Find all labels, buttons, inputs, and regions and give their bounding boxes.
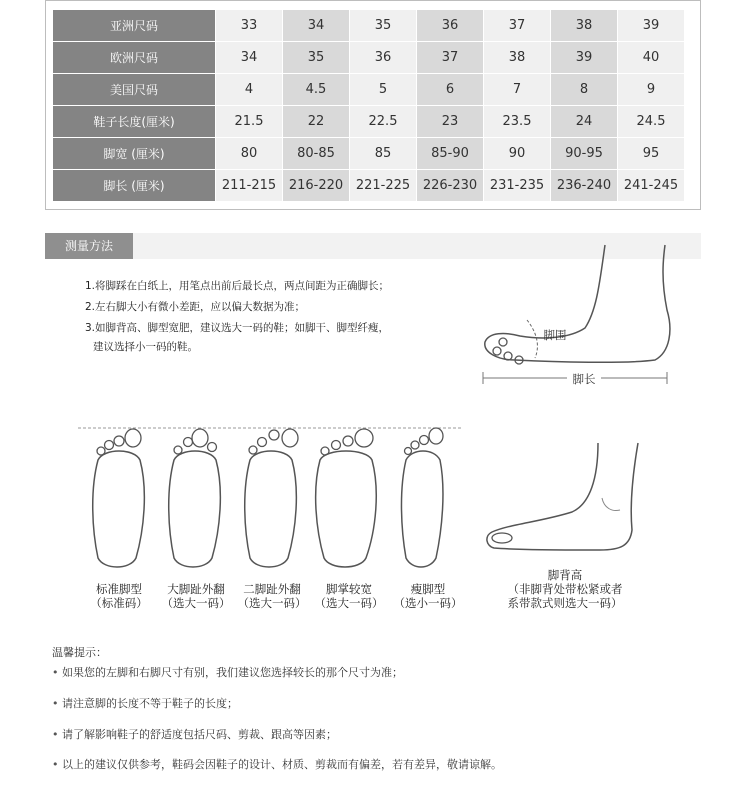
instruction-3-cont: 建议选择小一码的鞋。 [93, 341, 198, 353]
foot-type-name: 标准脚型 [96, 582, 142, 596]
size-cell: 85-90 [417, 138, 484, 170]
foot-second-toe-icon [245, 429, 298, 567]
size-cell: 8 [551, 74, 618, 106]
size-cell: 241-245 [618, 170, 685, 202]
size-cell: 37 [417, 42, 484, 74]
size-cell: 90-95 [551, 138, 618, 170]
foot-type-narrow [392, 582, 464, 610]
foot-type-note: （选大一码） [314, 596, 384, 610]
instruction-3: 3.如脚背高、脚型宽肥，建议选大一码的鞋；如脚干、脚型纤瘦， [85, 322, 390, 334]
foot-types-illustration [78, 420, 463, 580]
size-cell: 35 [350, 10, 417, 42]
size-cell: 4 [216, 74, 283, 106]
size-cell: 22 [283, 106, 350, 138]
tip-item: • 以上的建议仅供参考，鞋码会因鞋子的设计、材质、剪裁而有偏差，若有差异，敬请谅解。 [52, 758, 502, 771]
size-cell: 5 [350, 74, 417, 106]
high-instep-note-2: 系带款式则选大一码） [507, 596, 623, 610]
size-cell: 34 [216, 42, 283, 74]
foot-type-name: 脚掌较宽 [326, 582, 372, 596]
size-cell: 226-230 [417, 170, 484, 202]
tip-item: • 请了解影响鞋子的舒适度包括尺码、剪裁、跟高等因素； [52, 728, 337, 741]
girth-label: 脚围 [543, 328, 567, 342]
size-cell: 24.5 [618, 106, 685, 138]
size-cell: 40 [618, 42, 685, 74]
foot-type-name: 二脚趾外翻 [243, 582, 301, 596]
size-cell: 211-215 [216, 170, 283, 202]
size-cell: 21.5 [216, 106, 283, 138]
foot-type-standard [88, 582, 150, 610]
size-cell: 34 [283, 10, 350, 42]
size-row-label: 鞋子长度(厘米) [53, 106, 216, 138]
foot-bunion-icon [169, 429, 221, 567]
high-instep-title: 脚背高 [547, 568, 583, 582]
size-chart [45, 0, 701, 210]
size-table [52, 9, 685, 202]
size-cell: 23.5 [484, 106, 551, 138]
size-cell: 95 [618, 138, 685, 170]
size-cell: 22.5 [350, 106, 417, 138]
size-cell: 39 [551, 42, 618, 74]
length-label: 脚长 [572, 372, 596, 386]
size-row [53, 170, 685, 202]
size-row-label: 亚洲尺码 [53, 10, 216, 42]
size-cell: 236-240 [551, 170, 618, 202]
size-cell: 38 [484, 42, 551, 74]
size-row-label: 脚宽 (厘米) [53, 138, 216, 170]
foot-type-note: （选小一码） [393, 596, 463, 610]
size-row [53, 42, 685, 74]
size-cell: 39 [618, 10, 685, 42]
size-cell: 37 [484, 10, 551, 42]
foot-type-name: 大脚趾外翻 [167, 582, 225, 596]
size-cell: 38 [551, 10, 618, 42]
size-cell: 4.5 [283, 74, 350, 106]
foot-type-note: （选大一码） [161, 596, 231, 610]
foot-type-second-toe [236, 582, 308, 610]
foot-type-name: 瘦脚型 [410, 582, 446, 596]
size-row [53, 74, 685, 106]
high-instep-label [495, 568, 635, 610]
size-cell: 216-220 [283, 170, 350, 202]
foot-wide-icon [316, 429, 377, 567]
instruction-2: 2.左右脚大小有微小差距，应以偏大数据为准； [85, 301, 306, 313]
size-cell: 23 [417, 106, 484, 138]
size-cell: 36 [417, 10, 484, 42]
size-row [53, 138, 685, 170]
foot-narrow-icon [401, 428, 443, 567]
high-instep-illustration [480, 438, 650, 563]
section-title: 测量方法 [45, 233, 133, 259]
size-cell: 85 [350, 138, 417, 170]
size-cell: 33 [216, 10, 283, 42]
size-cell: 24 [551, 106, 618, 138]
size-row-label: 脚长 (厘米) [53, 170, 216, 202]
foot-standard-icon [93, 429, 145, 567]
size-cell: 7 [484, 74, 551, 106]
tips-title: 温馨提示： [52, 646, 107, 659]
foot-type-note: （选大一码） [237, 596, 307, 610]
size-row [53, 106, 685, 138]
high-instep-note-1: （非脚背处带松紧或者 [507, 582, 623, 596]
size-cell: 80-85 [283, 138, 350, 170]
size-row [53, 10, 685, 42]
instruction-1: 1.将脚踩在白纸上，用笔点出前后最长点，两点间距为正确脚长； [85, 280, 390, 292]
foot-type-bunion [160, 582, 232, 610]
size-cell: 35 [283, 42, 350, 74]
size-cell: 36 [350, 42, 417, 74]
tip-item: • 如果您的左脚和右脚尺寸有别，我们建议您选择较长的那个尺寸为准； [52, 666, 403, 679]
size-cell: 221-225 [350, 170, 417, 202]
tip-item: • 请注意脚的长度不等于鞋子的长度； [52, 697, 238, 710]
size-cell: 90 [484, 138, 551, 170]
size-cell: 6 [417, 74, 484, 106]
foot-type-wide [313, 582, 385, 610]
size-row-label: 欧洲尺码 [53, 42, 216, 74]
size-row-label: 美国尺码 [53, 74, 216, 106]
foot-side-view-illustration [475, 240, 685, 395]
size-cell: 80 [216, 138, 283, 170]
size-cell: 231-235 [484, 170, 551, 202]
size-cell: 9 [618, 74, 685, 106]
foot-type-note: （标准码） [90, 596, 148, 610]
